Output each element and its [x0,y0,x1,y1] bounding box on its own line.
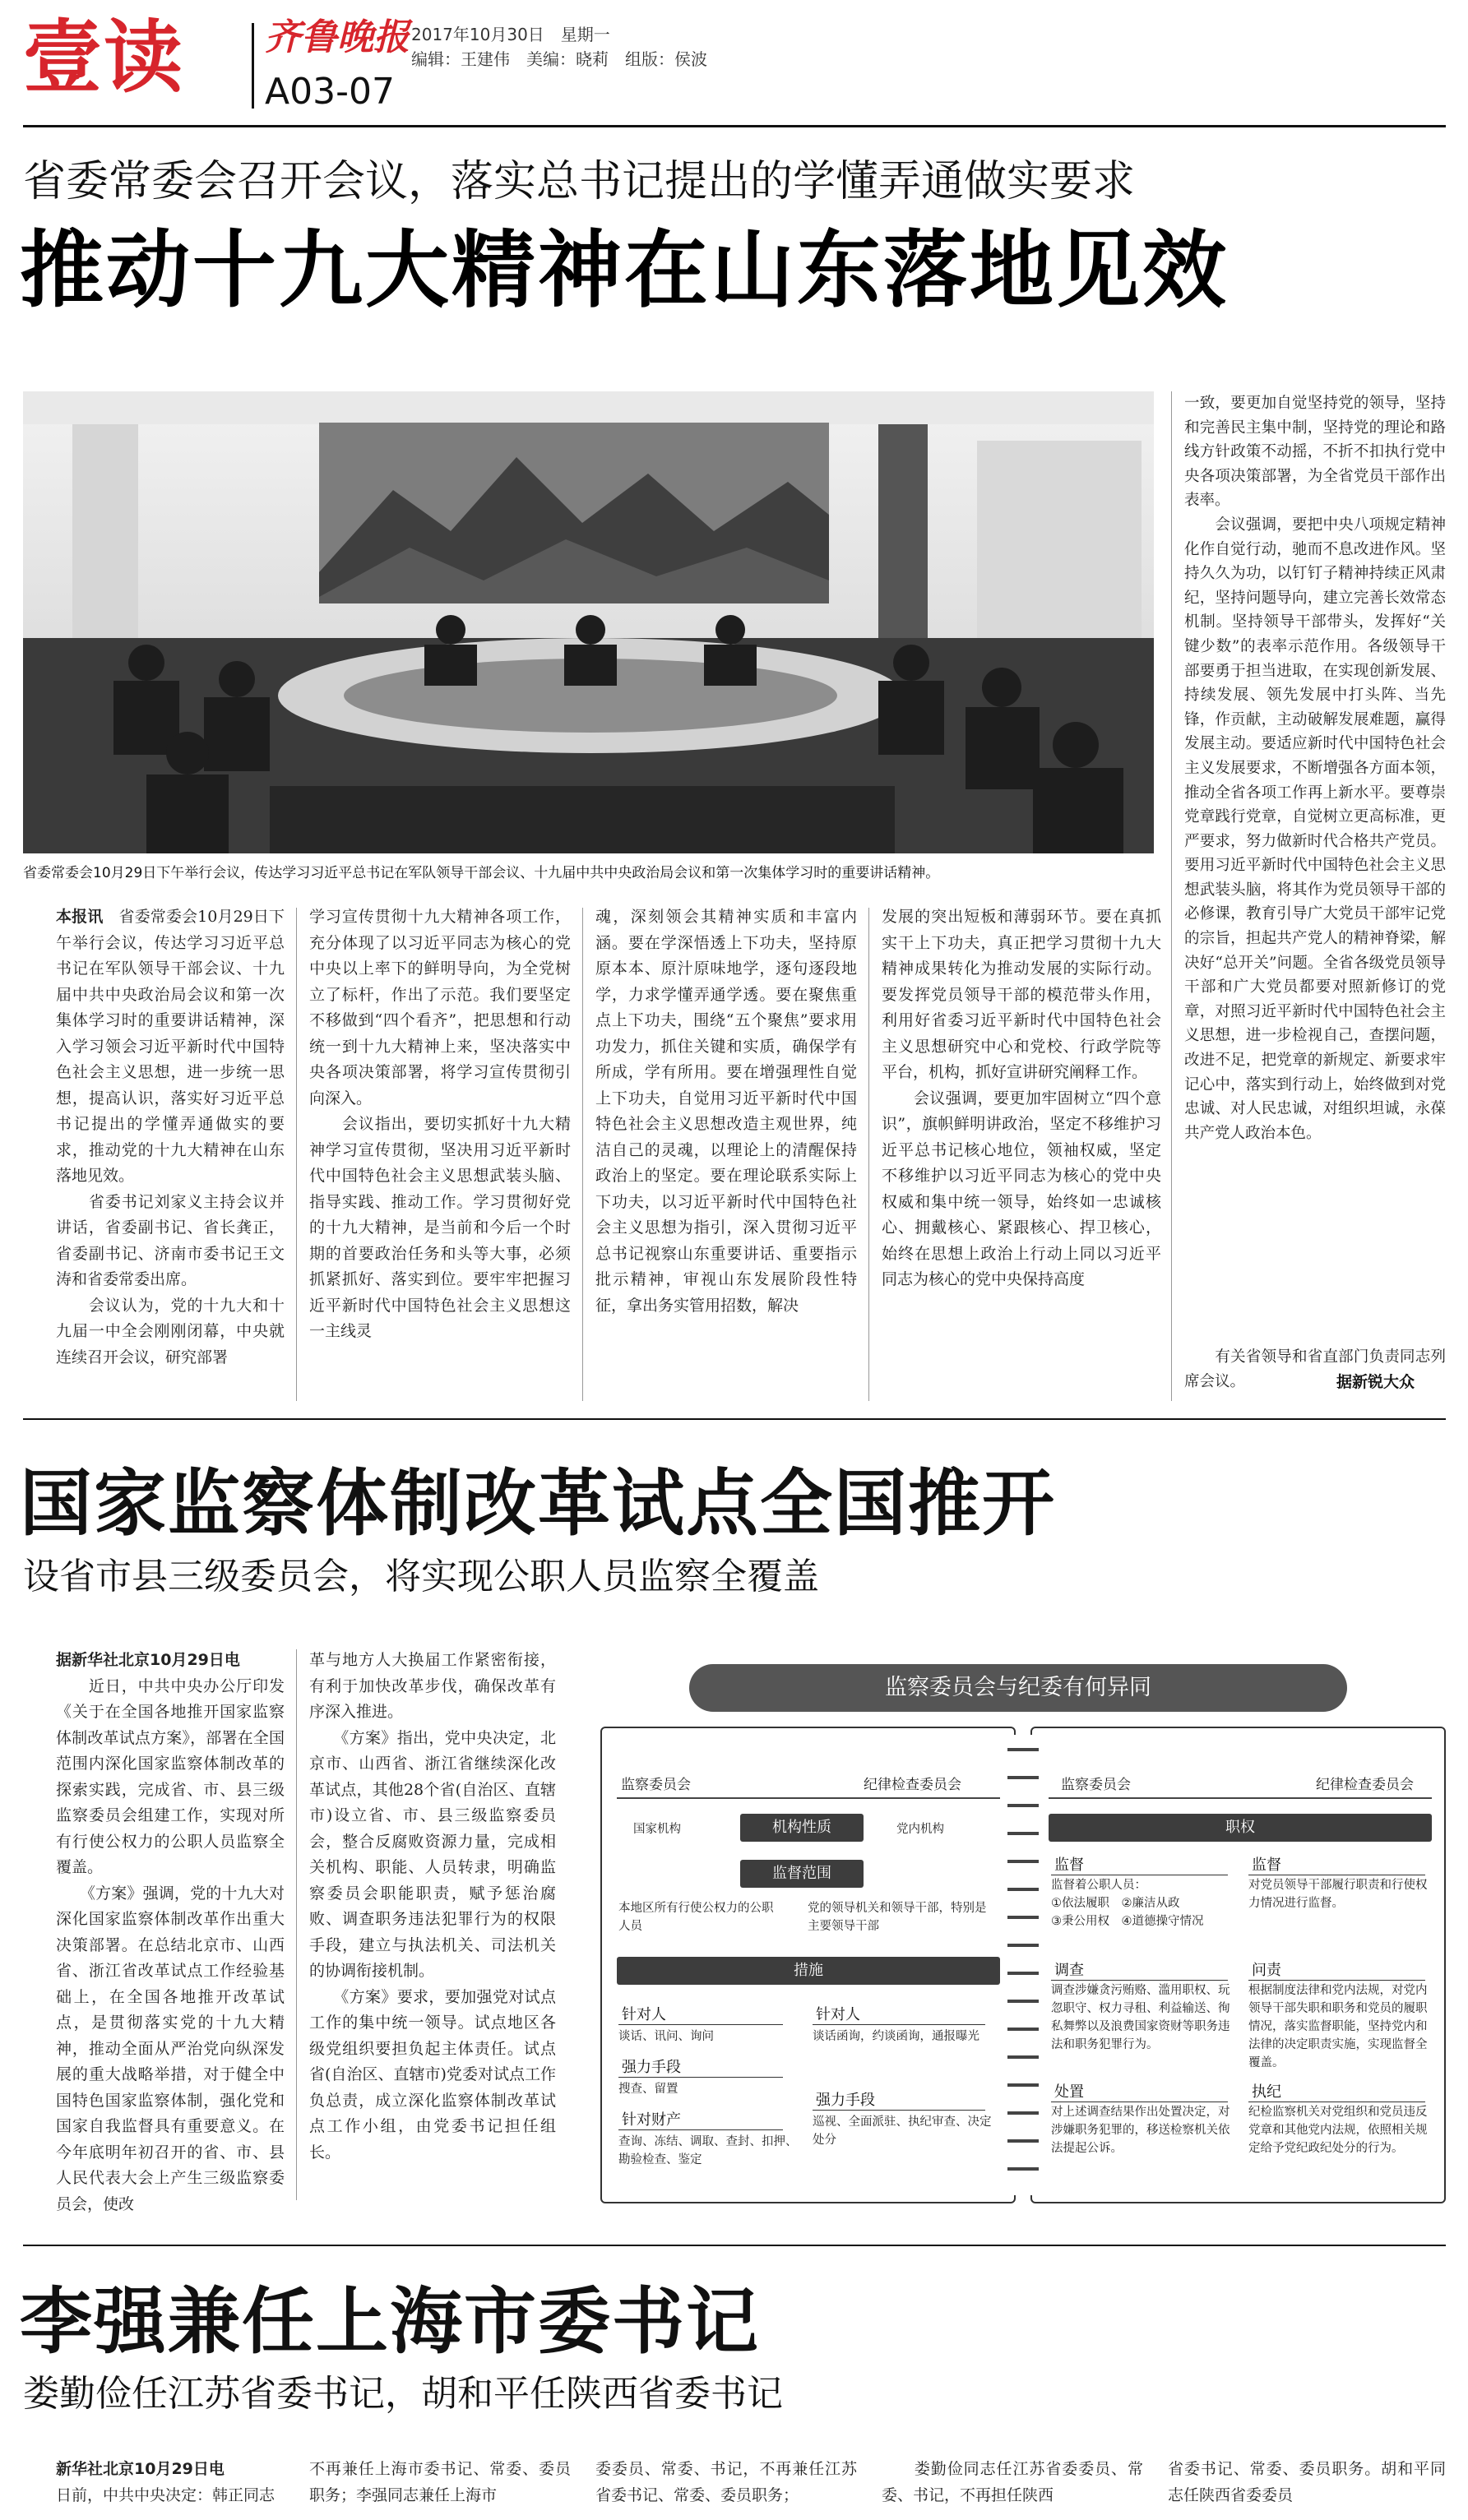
discipline-person-tag: 针对人 [813,2003,985,2025]
measure-force-text: 搜查、留置 [618,2083,678,2096]
story3-column-5: 省委书记、常委、委员职务。胡和平同志任陕西省委委员 [1168,2460,1446,2504]
left-head-commission: 监察委员会 [621,1777,691,1793]
scope-commission: 本地区所有行使公权力的公职人员 [618,1902,774,1933]
right-head-discipline: 纪律检查委员会 [1316,1777,1414,1793]
masthead-divider [252,23,254,109]
story2-column-1 [56,1648,285,2217]
story1-headline: 推动十九大精神在山东落地见效 [20,222,1229,320]
story1-column-4: 发展的突出短板和薄弱环节。要在真抓实干上下功夫，真正把学习贯彻十九大精神成果转化为推动发展的实际行动。要发挥党员领导干部的模范带头作用，利用好省委习近平新时代中国特色社会主义思想研究中心和党校、行政学院等平台，机构，抓好宣讲研究阐释工作。 会议强调，要更加牢固树立“四个意识”，旗帜鲜明讲政治，坚定不移维护习近平总书记核心地位，领袖权威，坚定不移维护以习近平同志为核心的党中央权威和集中统一领导，始终如一忠诚核心、拥戴核心、紧跟核心、捍卫核心，始终在思想上政治上行动上同以习近平同志为核心的党中央保持高度 [882,908,1161,1288]
meeting-photo [23,391,1154,853]
story3-subhead: 娄勤俭任江苏省委书记，胡和平任陕西省委书记 [23,2373,783,2415]
column-rule [582,908,583,1401]
duty-dispose-text: 对上述调查结果作出处置决定，对涉嫌职务犯罪的，移送检察机关依法提起公诉。 [1051,2106,1230,2155]
story-divider [23,2245,1446,2246]
column-rule [1171,391,1172,1401]
story1-right-column-end: 有关省领导和省直部门负责同志列席会议。 [1184,1348,1446,1390]
duty-investigate-text: 调查涉嫌贪污贿赂、滥用职权、玩忽职守、权力寻租、利益输送、徇私舞弊以及浪费国家资财等职务违法和职务犯罪行为。 [1051,1984,1230,2051]
story3-column-1 [56,2457,285,2508]
section-title: 壹读 [23,12,184,104]
story1-kicker: 省委常委会召开会议，落实总书记提出的学懂弄通做实要求 [23,157,1136,206]
duties-label: 职权 [1049,1814,1432,1842]
measure-property-text: 查询、冻结、调取、查封、扣押、勘验检查、鉴定 [618,2135,798,2166]
duty-supervise-text: 监督着公职人员： ①依法履职 ②廉洁从政 ③秉公用权 ④道德操守情况 [1051,1879,1204,1928]
discipline-enforce-text: 纪检监察机关对党组织和党员违反党章和其他党内法规，依照相关规定给予党纪政纪处分的行为。 [1248,2106,1428,2155]
story3-column-4: 娄勤俭同志任江苏省委委员、常委、书记，不再担任陕西 [882,2460,1143,2504]
story-divider [23,1418,1446,1420]
right-head-commission: 监察委员会 [1061,1777,1131,1793]
issue-date: 2017年10月30日 星期一 [411,25,610,44]
column-rule [296,1649,297,2200]
discipline-person-text: 谈话函询，约谈函询，通报曝光 [813,2030,979,2043]
discipline-accountability-tag: 问责 [1248,1958,1425,1981]
right-head-rule [1049,1797,1432,1799]
column-rule [296,908,297,1401]
discipline-supervise-text: 对党员领导干部履行职责和行使权力情况进行监督。 [1248,1879,1428,1910]
page-number: A03-07 [265,71,395,113]
masthead [0,0,1468,123]
measure-person-text: 谈话、讯问、询问 [618,2030,714,2043]
story1-column-1 [56,904,285,1371]
nature-discipline: 党内机构 [896,1823,944,1836]
duty-dispose-tag: 处置 [1051,2080,1228,2102]
discipline-enforce-tag: 执纪 [1248,2080,1425,2102]
story2-column-1-text: 近日，中共中央办公厅印发《关于在全国各地推开国家监察体制改革试点方案》，部署在全国范围内深化国家监察体制改革的探索实践，完成省、市、县三级监察委员会组建工作，实现对所有行使公权力的公职人员监察全覆盖。 《方案》强调，党的十九大对深化国家监察体制改革作出重大决策部署。在总结北京市、山西省、浙江省改革试点工作经验基础上，在全国各地推开改革试点，是贯彻落实党的十九大精神，推动全面从严治党向纵深发展的重大战略举措，对于健全中国特色国家监察体制，强化党和国家自我监督具有重要意义。在今年底明年初召开的省、市、县人民代表大会上产生三级监察委员会，使改 [56,1676,285,2213]
binder-rings [1007,1735,1039,2195]
infographic [600,1653,1446,2203]
story3-column-1-text: 日前，中共中央决定：韩正同志 [56,2485,276,2504]
nature-commission: 国家机构 [633,1823,681,1836]
nature-label: 机构性质 [740,1814,864,1842]
story2-lead-byline: 据新华社北京10月29日电 [56,1651,240,1669]
meeting-photo-illustration [23,391,1154,853]
measures-label: 措施 [617,1957,1000,1985]
measure-force-tag: 强力手段 [618,2055,783,2078]
story2-headline: 国家监察体制改革试点全国推开 [20,1461,1057,1546]
discipline-supervise-tag: 监督 [1248,1853,1425,1875]
story1-column-3: 魂，深刻领会其精神实质和丰富内涵。要在学深悟透上下功夫，坚持原原本本、原汁原味地学，逐句逐段地学，力求学懂弄通学透。要在聚焦重点上下功夫，围绕“五个聚焦”要求用功发力，抓住关键和实质，确保学有所成，学有所用。要在增强理性自觉上下功夫，自觉用习近平新时代中国特色社会主义思想改造主观世界，纯洁自己的灵魂，以理论上的清醒保持政治上的坚定。要在理论联系实际上下功夫，以习近平新时代中国特色社会主义思想为指引，深入贯彻习近平总书记视察山东重要讲话、重要指示批示精神，审视山东发展阶段性特征，拿出务实管用招数，解决 [595,908,857,1315]
infographic-title: 监察委员会与纪委有何异同 [689,1664,1347,1712]
masthead-rule [23,125,1446,127]
scope-discipline: 党的领导机关和领导干部，特别是主要领导干部 [808,1902,987,1933]
story3-column-3: 委委员、常委、书记，不再兼任江苏省委书记、常委、委员职务； [595,2460,857,2504]
paper-name-logo: 齐鲁晚报 [265,16,410,58]
story1-column-2: 学习宣传贯彻十九大精神各项工作，充分体现了以习近平同志为核心的党中央以上率下的鲜明导向，为全党树立了标杆，作出了示范。我们要坚定不移做到“四个看齐”，把思想和行动统一到十九大精神上来，坚决落实中央各项决策部署，将学习宣传贯彻引向深入。 会议指出，要切实抓好十九大精神学习宣传贯彻，坚决用习近平新时代中国特色社会主义思想武装头脑、指导实践、推动工作。学习贯彻好党的十九大精神，是当前和今后一个时期的首要政治任务和头等大事，必须抓紧抓好、落实到位。要牢牢把握习近平新时代中国特色社会主义思想这一主线灵 [309,908,571,1340]
left-head-discipline: 纪律检查委员会 [864,1777,961,1793]
editor-credits: 编辑：王建伟 美编：晓莉 组版：侯波 [411,49,707,69]
duty-investigate-tag: 调查 [1051,1958,1228,1981]
story1-byline: 据新锐大众 [1336,1373,1415,1391]
story2-subhead: 设省市县三级委员会，将实现公职人员监察全覆盖 [23,1556,819,1598]
story3-lead-byline: 新华社北京10月29日电 [56,2460,225,2478]
scope-label: 监督范围 [740,1860,864,1888]
story2-column-2: 革与地方人大换届工作紧密衔接，有利于加快改革步伐，确保改革有序深入推进。 《方案》指出，党中央决定，北京市、山西省、浙江省继续深化改革试点，其他28个省(自治区、直辖市)设立省、市、县三级监察委员会，整合反腐败资源力量，完成相关机构、职能、人员转隶，明确监察委员会职能职责，赋予惩治腐败、调查职务违法犯罪行为的权限手段，建立与执法机关、司法机关的协调衔接机制。 《方案》要求，要加强党对试点工作的集中统一领导。试点地区各级党组织要担负起主体责任。试点省(自治区、直辖市)党委对试点工作负总责，成立深化监察体制改革试点工作小组，由党委书记担任组长。 [309,1651,556,2162]
duty-supervise-tag: 监督 [1051,1853,1228,1875]
photo-caption: 省委常委会10月29日下午举行会议，传达学习习近平总书记在军队领导干部会议、十九届中共中央政治局会议和第一次集体学习时的重要讲话精神。 [23,865,940,881]
story3-headline: 李强兼任上海市委书记 [20,2279,761,2364]
story3-column-2: 不再兼任上海市委书记、常委、委员职务；李强同志兼任上海市 [309,2460,571,2504]
left-head-rule [617,1797,1000,1799]
measure-person-tag: 针对人 [618,2003,783,2025]
discipline-accountability-text: 根据制度法律和党内法规，对党内领导干部失职和职务和党员的履职情况，落实监督职能，坚持党内和法律的决定职责实施，实现监督全覆盖。 [1248,1984,1428,2069]
discipline-force-text: 巡视、全面派驻、执纪审查、决定处分 [813,2115,992,2147]
discipline-force-tag: 强力手段 [813,2088,985,2111]
measure-property-tag: 针对财产 [618,2108,783,2130]
story1-lead-byline: 本报讯 [56,908,104,926]
column-rule [868,908,869,1401]
story1-right-column: 一致，要更加自觉坚持党的领导，坚持和完善民主集中制，坚持党的理论和路线方针政策不动摇，不折不扣执行党中央各项决策部署，为全省党员干部作出表率。 会议强调，要把中央八项规定精神化作自觉行动，驰而不息改进作风。坚持久久为功，以钉钉子精神持续正风肃纪，坚持问题导向，建立完善长效常态机制。坚持领导干部带头，发挥好“关键少数”的表率示范作用。各级领导干部要勇于担当进取，在实现创新发展、持续发展、领先发展中打头阵、当先锋，作贡献，主动破解发展难题，赢得发展主动。要适应新时代中国特色社会主义发展要求，不断增强各方面本领，推动全省各项工作再上新水平。要尊崇党章践行党章，自觉树立更高标准，更严要求，努力做新时代合格共产党员。要用习近平新时代中国特色社会主义思想武装头脑，将其作为党员领导干部的必修课，教育引导广大党员干部牢记党的宗旨，担起共产党人的精神脊梁，解决好“总开关”问题。全省各级党员领导干部和广大党员都要对照新修订的党章，对照习近平新时代中国特色社会主义思想，进一步检视自己，查摆问题，改进不足，把党章的新规定、新要求牢记心中，落实到行动上，始终做到对党忠诚、对人民忠诚，对组织坦诚，永葆共产党人政治本色。 [1184,395,1446,1142]
story1-column-1-text: 省委常委会10月29日下午举行会议，传达学习习近平总书记在军队领导干部会议、十九届中共中央政治局会议和第一次集体学习时的重要讲话精神，深入学习领会习近平新时代中国特色社会主义思想，进一步统一思想，提高认识，落实好习近平总书记提出的学懂弄通做实的要求，推动党的十九大精神在山东落地见效。 省委书记刘家义主持会议并讲话，省委副书记、省长龚正，省委副书记、济南市委书记王文涛和省委常委出席。 会议认为，党的十九大和十九届一中全会刚刚闭幕，中央就连续召开会议，研究部署 [56,908,285,1366]
